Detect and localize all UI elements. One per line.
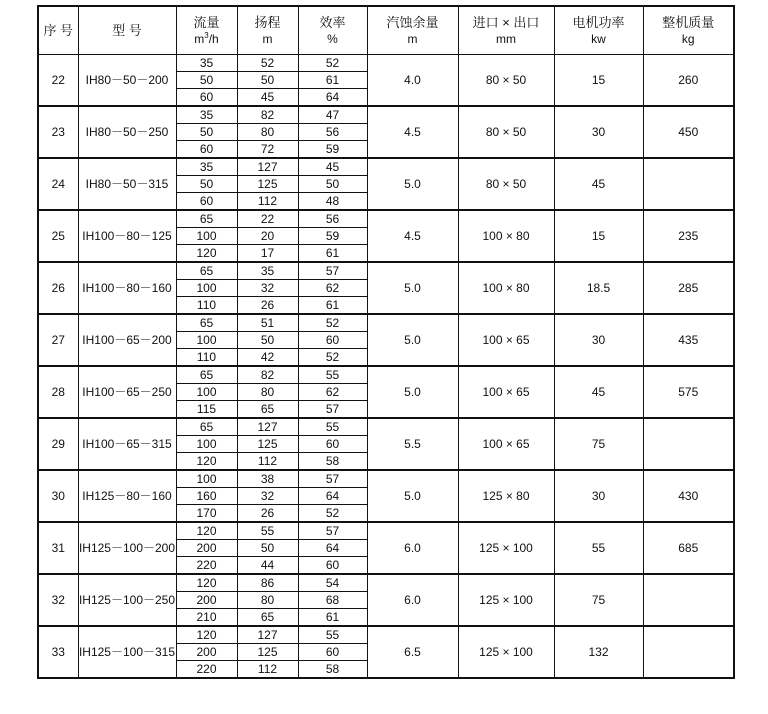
inlet-outlet-cell: 125 × 100 bbox=[458, 626, 554, 678]
header-head-unit: m bbox=[262, 31, 273, 46]
flow-cell: 65 bbox=[176, 418, 237, 436]
model-cell: IH80－50－250 bbox=[78, 106, 176, 158]
head-cell: 38 bbox=[237, 470, 298, 488]
motor-power-cell: 132 bbox=[554, 626, 643, 678]
header-inlet-outlet-unit: mm bbox=[496, 31, 516, 46]
flow-cell: 50 bbox=[176, 124, 237, 141]
seq-cell: 30 bbox=[38, 470, 78, 522]
efficiency-cell: 50 bbox=[298, 176, 367, 193]
efficiency-cell: 60 bbox=[298, 644, 367, 661]
header-inlet-outlet bbox=[458, 6, 554, 55]
unit-mass-cell bbox=[643, 574, 734, 626]
head-cell: 125 bbox=[237, 644, 298, 661]
flow-cell: 120 bbox=[176, 245, 237, 263]
flow-cell: 35 bbox=[176, 158, 237, 176]
model-cell: IH100－80－160 bbox=[78, 262, 176, 314]
efficiency-cell: 45 bbox=[298, 158, 367, 176]
efficiency-cell: 62 bbox=[298, 384, 367, 401]
efficiency-cell: 61 bbox=[298, 297, 367, 315]
table-row bbox=[38, 210, 734, 228]
efficiency-cell: 55 bbox=[298, 626, 367, 644]
pump-row-group bbox=[38, 418, 734, 470]
motor-power-cell: 30 bbox=[554, 470, 643, 522]
header-unit-mass-unit: kg bbox=[681, 31, 695, 46]
model-cell: IH100－65－250 bbox=[78, 366, 176, 418]
head-cell: 26 bbox=[237, 505, 298, 523]
inlet-outlet-cell: 100 × 65 bbox=[458, 366, 554, 418]
head-cell: 26 bbox=[237, 297, 298, 315]
head-cell: 112 bbox=[237, 661, 298, 679]
table-row bbox=[38, 418, 734, 436]
header-motor-power bbox=[554, 6, 643, 55]
head-cell: 20 bbox=[237, 228, 298, 245]
model-cell: IH125－100－250 bbox=[78, 574, 176, 626]
flow-cell: 100 bbox=[176, 384, 237, 401]
motor-power-cell: 15 bbox=[554, 55, 643, 107]
unit-mass-cell: 685 bbox=[643, 522, 734, 574]
inlet-outlet-cell: 100 × 80 bbox=[458, 210, 554, 262]
npsh-cell: 5.0 bbox=[367, 262, 458, 314]
flow-cell: 65 bbox=[176, 210, 237, 228]
flow-cell: 120 bbox=[176, 574, 237, 592]
header-model bbox=[78, 6, 176, 55]
seq-cell: 26 bbox=[38, 262, 78, 314]
pump-spec-table bbox=[37, 5, 735, 679]
header-model-label: 型 号 bbox=[112, 23, 142, 38]
motor-power-cell: 30 bbox=[554, 314, 643, 366]
head-cell: 80 bbox=[237, 124, 298, 141]
head-cell: 86 bbox=[237, 574, 298, 592]
table-row bbox=[38, 314, 734, 332]
seq-cell: 33 bbox=[38, 626, 78, 678]
efficiency-cell: 55 bbox=[298, 366, 367, 384]
model-cell: IH125－100－315 bbox=[78, 626, 176, 678]
header-flow-label: 流量 bbox=[193, 14, 220, 30]
inlet-outlet-cell: 80 × 50 bbox=[458, 55, 554, 107]
efficiency-cell: 56 bbox=[298, 124, 367, 141]
model-cell: IH80－50－200 bbox=[78, 55, 176, 107]
header-flow-unit bbox=[177, 31, 237, 48]
npsh-cell: 5.0 bbox=[367, 366, 458, 418]
flow-cell: 100 bbox=[176, 470, 237, 488]
flow-cell: 160 bbox=[176, 488, 237, 505]
unit-mass-cell: 235 bbox=[643, 210, 734, 262]
pump-row-group bbox=[38, 470, 734, 522]
flow-cell: 35 bbox=[176, 106, 237, 124]
header-motor-power-label: 电机功率 bbox=[572, 14, 625, 30]
flow-cell: 120 bbox=[176, 453, 237, 471]
flow-cell: 65 bbox=[176, 262, 237, 280]
efficiency-cell: 61 bbox=[298, 245, 367, 263]
unit-mass-cell bbox=[643, 158, 734, 210]
model-cell: IH100－65－315 bbox=[78, 418, 176, 470]
header-head-label: 扬程 bbox=[254, 14, 281, 30]
flow-cell: 170 bbox=[176, 505, 237, 523]
motor-power-cell: 55 bbox=[554, 522, 643, 574]
unit-mass-cell: 575 bbox=[643, 366, 734, 418]
inlet-outlet-cell: 125 × 100 bbox=[458, 522, 554, 574]
npsh-cell: 6.0 bbox=[367, 574, 458, 626]
flow-unit-exponent: 3 bbox=[204, 30, 209, 40]
npsh-cell: 5.0 bbox=[367, 470, 458, 522]
model-cell: IH80－50－315 bbox=[78, 158, 176, 210]
table-row bbox=[38, 470, 734, 488]
flow-cell: 50 bbox=[176, 176, 237, 193]
efficiency-cell: 52 bbox=[298, 349, 367, 367]
header-seq-label: 序 号 bbox=[43, 23, 74, 38]
efficiency-cell: 60 bbox=[298, 436, 367, 453]
flow-unit-base: m bbox=[194, 31, 205, 46]
unit-mass-cell: 435 bbox=[643, 314, 734, 366]
efficiency-cell: 57 bbox=[298, 522, 367, 540]
motor-power-cell: 75 bbox=[554, 418, 643, 470]
inlet-outlet-cell: 125 × 80 bbox=[458, 470, 554, 522]
table-row bbox=[38, 574, 734, 592]
pump-row-group bbox=[38, 366, 734, 418]
flow-cell: 100 bbox=[176, 280, 237, 297]
header-npsh-label: 汽蚀余量 bbox=[386, 14, 439, 30]
flow-cell: 210 bbox=[176, 609, 237, 627]
efficiency-cell: 55 bbox=[298, 418, 367, 436]
seq-cell: 22 bbox=[38, 55, 78, 107]
table-row bbox=[38, 262, 734, 280]
head-cell: 32 bbox=[237, 488, 298, 505]
efficiency-cell: 61 bbox=[298, 609, 367, 627]
pump-row-group bbox=[38, 106, 734, 158]
efficiency-cell: 60 bbox=[298, 332, 367, 349]
efficiency-cell: 59 bbox=[298, 141, 367, 159]
flow-cell: 220 bbox=[176, 661, 237, 679]
head-cell: 51 bbox=[237, 314, 298, 332]
efficiency-cell: 56 bbox=[298, 210, 367, 228]
head-cell: 42 bbox=[237, 349, 298, 367]
efficiency-cell: 57 bbox=[298, 470, 367, 488]
head-cell: 65 bbox=[237, 401, 298, 419]
seq-cell: 23 bbox=[38, 106, 78, 158]
head-cell: 127 bbox=[237, 626, 298, 644]
efficiency-cell: 57 bbox=[298, 401, 367, 419]
table-header bbox=[38, 6, 734, 55]
efficiency-cell: 58 bbox=[298, 661, 367, 679]
unit-mass-cell bbox=[643, 626, 734, 678]
head-cell: 112 bbox=[237, 453, 298, 471]
motor-power-cell: 45 bbox=[554, 158, 643, 210]
flow-cell: 110 bbox=[176, 349, 237, 367]
head-cell: 80 bbox=[237, 592, 298, 609]
npsh-cell: 6.5 bbox=[367, 626, 458, 678]
seq-cell: 25 bbox=[38, 210, 78, 262]
inlet-outlet-cell: 80 × 50 bbox=[458, 106, 554, 158]
head-cell: 80 bbox=[237, 384, 298, 401]
efficiency-cell: 47 bbox=[298, 106, 367, 124]
head-cell: 127 bbox=[237, 158, 298, 176]
npsh-cell: 6.0 bbox=[367, 522, 458, 574]
pump-row-group bbox=[38, 574, 734, 626]
head-cell: 125 bbox=[237, 436, 298, 453]
table-row bbox=[38, 106, 734, 124]
head-cell: 35 bbox=[237, 262, 298, 280]
efficiency-cell: 59 bbox=[298, 228, 367, 245]
head-cell: 52 bbox=[237, 55, 298, 72]
model-cell: IH125－80－160 bbox=[78, 470, 176, 522]
pump-row-group bbox=[38, 55, 734, 107]
head-cell: 17 bbox=[237, 245, 298, 263]
table-row bbox=[38, 55, 734, 72]
efficiency-cell: 60 bbox=[298, 557, 367, 575]
model-cell: IH125－100－200 bbox=[78, 522, 176, 574]
seq-cell: 28 bbox=[38, 366, 78, 418]
flow-unit-per: /h bbox=[208, 31, 219, 46]
seq-cell: 29 bbox=[38, 418, 78, 470]
header-inlet-outlet-label: 进口 × 出口 bbox=[472, 14, 540, 30]
pump-row-group bbox=[38, 522, 734, 574]
header-unit-mass-label: 整机质量 bbox=[662, 14, 715, 30]
seq-cell: 27 bbox=[38, 314, 78, 366]
flow-cell: 120 bbox=[176, 626, 237, 644]
efficiency-cell: 48 bbox=[298, 193, 367, 211]
flow-cell: 60 bbox=[176, 141, 237, 159]
header-efficiency bbox=[298, 6, 367, 55]
header-npsh bbox=[367, 6, 458, 55]
inlet-outlet-cell: 100 × 65 bbox=[458, 418, 554, 470]
motor-power-cell: 75 bbox=[554, 574, 643, 626]
flow-cell: 200 bbox=[176, 592, 237, 609]
flow-cell: 60 bbox=[176, 89, 237, 107]
flow-cell: 50 bbox=[176, 72, 237, 89]
header-head bbox=[237, 6, 298, 55]
motor-power-cell: 45 bbox=[554, 366, 643, 418]
head-cell: 45 bbox=[237, 89, 298, 107]
pump-row-group bbox=[38, 262, 734, 314]
efficiency-cell: 62 bbox=[298, 280, 367, 297]
model-cell: IH100－80－125 bbox=[78, 210, 176, 262]
flow-cell: 110 bbox=[176, 297, 237, 315]
flow-cell: 100 bbox=[176, 332, 237, 349]
seq-cell: 31 bbox=[38, 522, 78, 574]
head-cell: 125 bbox=[237, 176, 298, 193]
head-cell: 44 bbox=[237, 557, 298, 575]
efficiency-cell: 57 bbox=[298, 262, 367, 280]
pump-row-group bbox=[38, 314, 734, 366]
head-cell: 72 bbox=[237, 141, 298, 159]
motor-power-cell: 15 bbox=[554, 210, 643, 262]
npsh-cell: 4.5 bbox=[367, 210, 458, 262]
flow-cell: 200 bbox=[176, 540, 237, 557]
table-row bbox=[38, 626, 734, 644]
pump-row-group bbox=[38, 210, 734, 262]
head-cell: 55 bbox=[237, 522, 298, 540]
npsh-cell: 4.5 bbox=[367, 106, 458, 158]
seq-cell: 24 bbox=[38, 158, 78, 210]
head-cell: 50 bbox=[237, 540, 298, 557]
pump-row-group bbox=[38, 626, 734, 678]
flow-cell: 100 bbox=[176, 436, 237, 453]
efficiency-cell: 61 bbox=[298, 72, 367, 89]
header-efficiency-unit: % bbox=[327, 31, 338, 46]
flow-cell: 120 bbox=[176, 522, 237, 540]
efficiency-cell: 68 bbox=[298, 592, 367, 609]
inlet-outlet-cell: 100 × 65 bbox=[458, 314, 554, 366]
header-npsh-unit: m bbox=[407, 31, 418, 46]
unit-mass-cell: 450 bbox=[643, 106, 734, 158]
table-row bbox=[38, 366, 734, 384]
efficiency-cell: 54 bbox=[298, 574, 367, 592]
flow-cell: 65 bbox=[176, 314, 237, 332]
inlet-outlet-cell: 80 × 50 bbox=[458, 158, 554, 210]
efficiency-cell: 64 bbox=[298, 89, 367, 107]
efficiency-cell: 58 bbox=[298, 453, 367, 471]
header-row bbox=[38, 6, 734, 55]
head-cell: 82 bbox=[237, 366, 298, 384]
inlet-outlet-cell: 125 × 100 bbox=[458, 574, 554, 626]
flow-cell: 35 bbox=[176, 55, 237, 72]
inlet-outlet-cell: 100 × 80 bbox=[458, 262, 554, 314]
unit-mass-cell bbox=[643, 418, 734, 470]
header-seq bbox=[38, 6, 78, 55]
header-flow bbox=[176, 6, 237, 55]
efficiency-cell: 64 bbox=[298, 488, 367, 505]
motor-power-cell: 30 bbox=[554, 106, 643, 158]
pump-row-group bbox=[38, 158, 734, 210]
efficiency-cell: 64 bbox=[298, 540, 367, 557]
head-cell: 65 bbox=[237, 609, 298, 627]
head-cell: 127 bbox=[237, 418, 298, 436]
motor-power-cell: 18.5 bbox=[554, 262, 643, 314]
header-motor-power-unit: kw bbox=[591, 31, 606, 46]
unit-mass-cell: 260 bbox=[643, 55, 734, 107]
unit-mass-cell: 285 bbox=[643, 262, 734, 314]
npsh-cell: 5.5 bbox=[367, 418, 458, 470]
header-efficiency-label: 效率 bbox=[319, 14, 346, 30]
head-cell: 112 bbox=[237, 193, 298, 211]
table-row bbox=[38, 158, 734, 176]
flow-cell: 200 bbox=[176, 644, 237, 661]
seq-cell: 32 bbox=[38, 574, 78, 626]
head-cell: 50 bbox=[237, 72, 298, 89]
npsh-cell: 4.0 bbox=[367, 55, 458, 107]
flow-cell: 220 bbox=[176, 557, 237, 575]
model-cell: IH100－65－200 bbox=[78, 314, 176, 366]
head-cell: 50 bbox=[237, 332, 298, 349]
efficiency-cell: 52 bbox=[298, 505, 367, 523]
efficiency-cell: 52 bbox=[298, 314, 367, 332]
head-cell: 82 bbox=[237, 106, 298, 124]
table-row bbox=[38, 522, 734, 540]
efficiency-cell: 52 bbox=[298, 55, 367, 72]
flow-cell: 115 bbox=[176, 401, 237, 419]
flow-cell: 100 bbox=[176, 228, 237, 245]
header-unit-mass bbox=[643, 6, 734, 55]
flow-cell: 65 bbox=[176, 366, 237, 384]
npsh-cell: 5.0 bbox=[367, 158, 458, 210]
flow-cell: 60 bbox=[176, 193, 237, 211]
head-cell: 32 bbox=[237, 280, 298, 297]
head-cell: 22 bbox=[237, 210, 298, 228]
npsh-cell: 5.0 bbox=[367, 314, 458, 366]
unit-mass-cell: 430 bbox=[643, 470, 734, 522]
